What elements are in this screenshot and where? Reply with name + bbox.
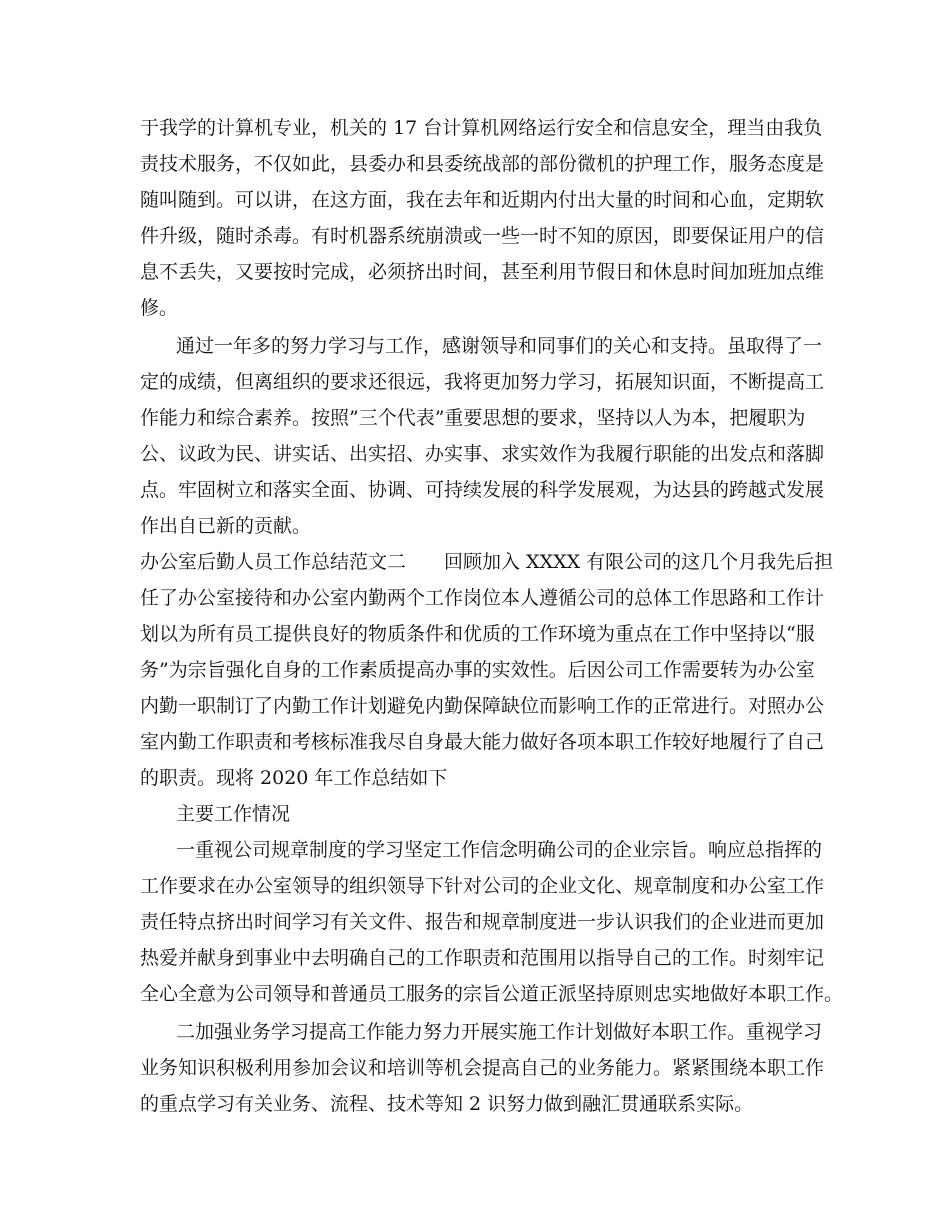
text-line: 二加强业务学习提高工作能力努力开展实施工作计划做好本职工作。重视学习 <box>176 1021 823 1043</box>
text-line: 修。 <box>140 297 179 319</box>
text-line: 件升级，随时杀毒。有时机器系统崩溃或一些一时不知的原因，即要保证用户的信 <box>140 225 825 247</box>
text-line: 作出自已新的贡献。 <box>140 515 312 537</box>
text-line: 一重视公司规章制度的学习坚定工作信念明确公司的企业宗旨。响应总指挥的 <box>176 839 823 861</box>
text-line: 热爱并献身到事业中去明确自己的工作职责和范围用以指导自己的工作。时刻牢记 <box>140 947 825 969</box>
text-line: 随叫随到。可以讲，在这方面，我在去年和近期内付出大量的时间和心血，定期软 <box>140 189 825 211</box>
text-line: 的重点学习有关业务、流程、技术等知 2 识努力做到融汇贯通联系实际。 <box>140 1093 754 1115</box>
text-line: 于我学的计算机专业，机关的 17 台计算机网络运行安全和信息安全，理当由我负 <box>140 117 823 139</box>
text-line: 办公室后勤人员工作总结范文二 回顾加入 XXXX 有限公司的这几个月我先后担 <box>140 551 834 573</box>
text-line: 公、议政为民、讲实话、出实招、办实事、求实效作为我履行职能的出发点和落脚 <box>140 443 825 465</box>
text-line: 通过一年多的努力学习与工作，感谢领导和同事们的关心和支持。虽取得了一 <box>176 335 823 357</box>
text-line: 务”为宗旨强化自身的工作素质提高办事的实效性。后因公司工作需要转为办公室 <box>140 659 815 681</box>
text-line: 任了办公室接待和办公室内勤两个工作岗位本人遵循公司的总体工作思路和工作计 <box>140 587 825 609</box>
text-line: 内勤一职制订了内勤工作计划避免内勤保障缺位而影响工作的正常进行。对照办公 <box>140 695 825 717</box>
text-line: 息不丢失，又要按时完成，必须挤出时间，甚至利用节假日和休息时间加班加点维 <box>140 261 825 283</box>
text-line: 的职责。现将 2020 年工作总结如下 <box>140 767 448 789</box>
text-line: 责技术服务，不仅如此，县委办和县委统战部的部份微机的护理工作，服务态度是 <box>140 153 825 175</box>
text-line: 业务知识积极利用参加会议和培训等机会提高自己的业务能力。紧紧围绕本职工作 <box>140 1057 825 1079</box>
text-line: 作能力和综合素养。按照”三个代表”重要思想的要求，坚持以人为本，把履职为 <box>140 407 806 429</box>
section-heading: 主要工作情况 <box>176 803 291 825</box>
text-line: 全心全意为公司领导和普通员工服务的宗旨公道正派坚持原则忠实地做好本职工作。 <box>140 983 844 1005</box>
text-line: 定的成绩，但离组织的要求还很远，我将更加努力学习，拓展知识面，不断提高工 <box>140 371 825 393</box>
text-line: 室内勤工作职责和考核标准我尽自身最大能力做好各项本职工作较好地履行了自己 <box>140 731 825 753</box>
text-line: 工作要求在办公室领导的组织领导下针对公司的企业文化、规章制度和办公室工作 <box>140 875 825 897</box>
text-line: 责任特点挤出时间学习有关文件、报告和规章制度进一步认识我们的企业进而更加 <box>140 911 825 933</box>
text-line: 划以为所有员工提供良好的物质条件和优质的工作环境为重点在工作中坚持以“服 <box>140 623 815 645</box>
text-line: 点。牢固树立和落实全面、协调、可持续发展的科学发展观，为达县的跨越式发展 <box>140 479 825 501</box>
